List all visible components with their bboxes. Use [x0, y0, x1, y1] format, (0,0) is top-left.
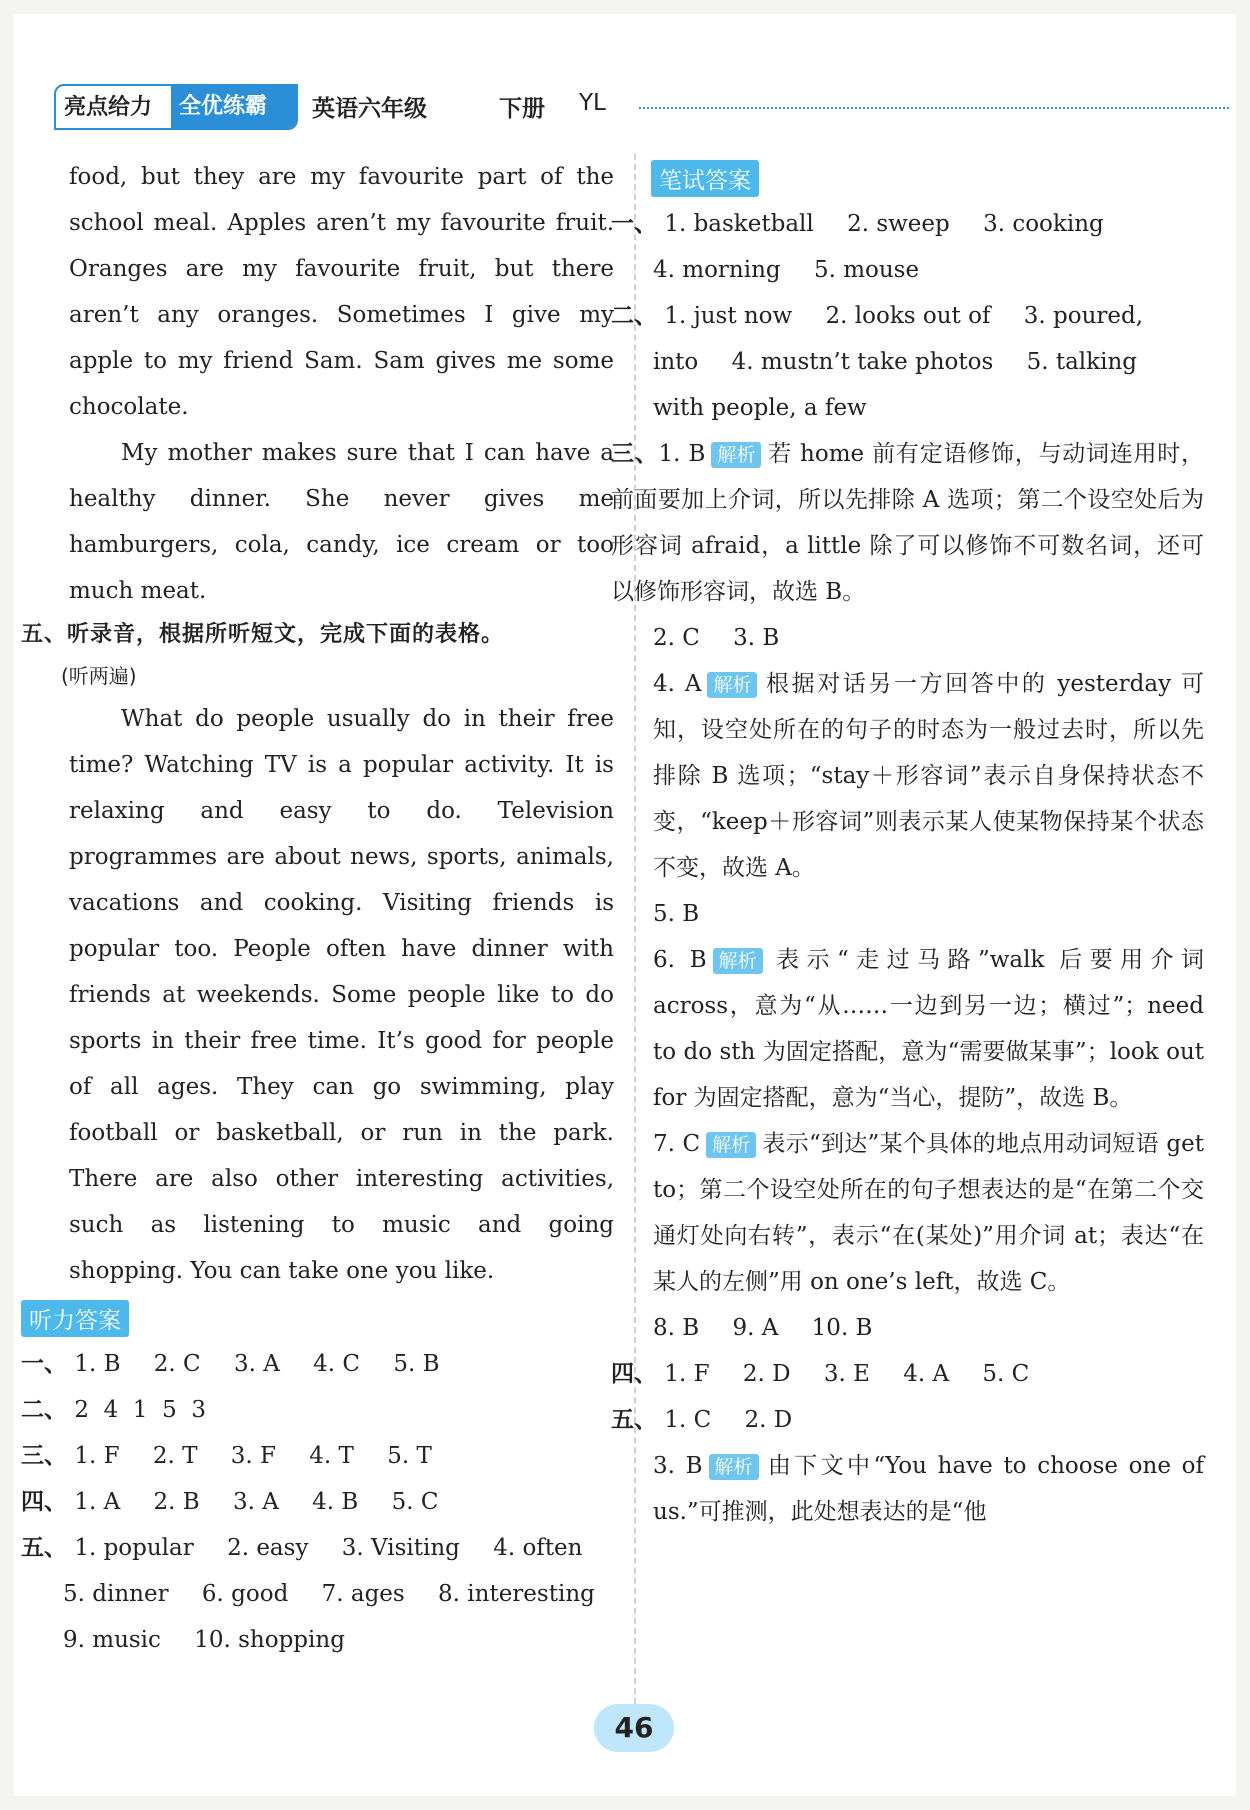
answer-item: 3. E [823, 1361, 870, 1387]
answer-item: 2. T [152, 1443, 198, 1469]
answer-item: 3. F [230, 1443, 276, 1469]
answer-item: 1. F [664, 1361, 710, 1387]
transcript-paragraph-1: food, but they are my favourite part of the school meal. Apples aren’t my favourite fruit. Oranges are my favourite fruit, but there aren’t any oranges. Sometimes I give my apple to my friend Sam. Sam gives me some chocolate. [69, 164, 614, 420]
answer-item: 2. sweep [847, 211, 950, 237]
answer-item: 5. dinner [63, 1581, 169, 1607]
answer-item: 6. good [201, 1581, 289, 1607]
written-row-3-2-3 [611, 615, 1204, 661]
page-number: 46 [594, 1704, 674, 1752]
answer-item: 2. easy [227, 1535, 309, 1561]
transcript-paragraph-3: What do people usually do in their free time? Watching TV is a popular activity. It is relaxing and easy to do. Television programmes are about news, sports, animals, vacations and cooking. Visiting friends is popular too. People often have dinner with friends at weekends. Some people like to do sports in their free time. It’s good for people of all ages. They can go swimming, play football or basketball, or run in the park. There are also other interesting activities, such as listening to music and going shopping. You can take one you like. [69, 706, 614, 1284]
section-5-heading: 五、听录音，根据所听短文，完成下面的表格。 [21, 622, 505, 647]
row-prefix: 一、 [611, 211, 657, 237]
answer-item: 8. B [653, 1315, 700, 1341]
listening-row-4 [21, 1479, 614, 1525]
row-prefix: 四、 [21, 1489, 67, 1515]
answer-item: 4. T [309, 1443, 354, 1469]
answer-item: 1. B [74, 1351, 121, 1377]
page-header [54, 84, 1214, 136]
answer-item: 9. A [732, 1315, 779, 1341]
answer-item: 10. shopping [194, 1627, 345, 1653]
answer-item: 3. A [233, 1351, 280, 1377]
answer-item: 3. B [653, 1453, 703, 1479]
analysis-text: 若 home 前有定语修饰，与动词连用时，前面要加上介词，所以先排除 A 选项；第二个设空处后为形容词 afraid，a little 除了可以修饰不可数名词，还可以修饰形容词，故选 B。 [611, 441, 1204, 605]
written-row-5 [611, 1397, 1204, 1443]
brand-logo [54, 84, 298, 130]
answer-item: 4. A [653, 671, 702, 697]
explanation-3-4 [611, 661, 1204, 891]
listening-row-1 [21, 1341, 614, 1387]
listening-answers [21, 1341, 614, 1663]
answer-item: 1. basketball [664, 211, 814, 237]
answer-item: 6. B [653, 947, 707, 973]
transcript-paragraph-2: My mother makes sure that I can have a healthy dinner. She never gives me hamburgers, cola, candy, ice cream or too much meat. [69, 440, 614, 604]
left-column [21, 154, 614, 1663]
listening-row-5c [21, 1617, 614, 1663]
answer-item: 5. talking [1026, 349, 1137, 375]
header-rule [639, 107, 1229, 109]
analysis-text: 由下文中“You have to choose one of us.”可推测，此处想表达的是“他 [653, 1453, 1204, 1525]
listening-row-2 [21, 1387, 614, 1433]
book-title: 英语六年级 [312, 96, 427, 122]
written-row-4 [611, 1351, 1204, 1397]
page [14, 14, 1236, 1796]
answer-item: 4. A [903, 1361, 950, 1387]
written-row-1b [611, 247, 1204, 293]
answer-item: 3. A [232, 1489, 279, 1515]
answer-item: 9. music [63, 1627, 161, 1653]
answer-item: 1. popular [74, 1535, 194, 1561]
answer-item: 2 4 1 5 3 [74, 1397, 206, 1423]
written-row-2 [611, 293, 1204, 339]
written-answers [611, 201, 1204, 1535]
answer-item: 4. B [312, 1489, 359, 1515]
explanation-3-6 [611, 937, 1204, 1121]
answer-item: 5. B [653, 901, 700, 927]
answer-item: 1. C [664, 1407, 712, 1433]
answer-item: 10. B [811, 1315, 873, 1341]
answer-item: 1. F [74, 1443, 120, 1469]
answer-item: with people, a few [653, 395, 867, 421]
explanation-3-1 [611, 431, 1204, 615]
answer-item: 3. poured, [1023, 303, 1144, 329]
answer-item: 1. A [74, 1489, 121, 1515]
listening-answers-tag: 听力答案 [21, 1300, 129, 1337]
answer-item: 3. cooking [983, 211, 1104, 237]
analysis-label: 解析 [706, 1132, 756, 1158]
answer-item: 2. B [153, 1489, 200, 1515]
analysis-label: 解析 [709, 1454, 759, 1480]
answer-item: 5. mouse [813, 257, 920, 283]
answer-item: 2. D [744, 1407, 793, 1433]
row-prefix: 三、 [611, 441, 659, 467]
answer-item: 2. C [653, 625, 700, 651]
explanation-3-7 [611, 1121, 1204, 1305]
row-prefix: 五、 [21, 1535, 67, 1561]
answer-item: 5. B [393, 1351, 440, 1377]
written-row-2c [611, 385, 1204, 431]
analysis-label: 解析 [707, 672, 757, 698]
answer-item: 2. looks out of [825, 303, 991, 329]
written-row-3-5 [611, 891, 1204, 937]
answer-item: 7. ages [321, 1581, 405, 1607]
analysis-text: 表示“走过马路”walk 后要用介词 across，意为“从……一边到另一边；横过”；need to do sth 为固定搭配，意为“需要做某事”；look out for 为固定搭配，意为“当心，提防”，故选 B。 [653, 947, 1204, 1111]
answer-item: 2. D [742, 1361, 791, 1387]
book-volume: 下册 [499, 96, 545, 122]
row-prefix: 一、 [21, 1351, 67, 1377]
analysis-text: 根据对话另一方回答中的 yesterday 可知，设空处所在的句子的时态为一般过去时，所以先排除 B 选项；“stay＋形容词”表示自身保持状态不变，“keep＋形容词”则表示某人使某物保持某个状态不变，故选 A。 [653, 671, 1204, 881]
right-column [611, 154, 1205, 1535]
row-prefix: 二、 [21, 1397, 67, 1423]
answer-item: 5. C [982, 1361, 1030, 1387]
analysis-label: 解析 [713, 948, 763, 974]
answer-item: 3. Visiting [341, 1535, 460, 1561]
row-prefix: 五、 [611, 1407, 657, 1433]
answer-item: 2. C [153, 1351, 201, 1377]
answer-item: 4. C [313, 1351, 361, 1377]
book-edition: YL [579, 90, 606, 116]
listening-row-5b [21, 1571, 614, 1617]
answer-item: 4. mustn’t take photos [731, 349, 994, 375]
row-prefix: 三、 [21, 1443, 67, 1469]
answer-item: 5. T [387, 1443, 432, 1469]
answer-item: 4. often [493, 1535, 583, 1561]
written-row-2b [611, 339, 1204, 385]
listening-row-5 [21, 1525, 614, 1571]
written-row-1 [611, 201, 1204, 247]
answer-item: 3. B [733, 625, 780, 651]
written-answers-tag: 笔试答案 [651, 160, 759, 197]
answer-item: 5. C [391, 1489, 439, 1515]
answer-item: 7. C [653, 1131, 701, 1157]
answer-item: into [653, 349, 699, 375]
brand-left-text: 亮点给力 [64, 95, 153, 120]
row-prefix: 二、 [611, 303, 657, 329]
analysis-label: 解析 [711, 442, 761, 468]
row-prefix: 四、 [611, 1361, 657, 1387]
analysis-text: 表示“到达”某个具体的地点用动词短语 get to；第二个设空处所在的句子想表达的是“在第二个交通灯处向右转”，表示“在(某处)”用介词 at；表达“在某人的左侧”用 on one’s left，故选 C。 [653, 1131, 1205, 1295]
answer-item: 4. morning [653, 257, 781, 283]
written-row-3-8-10 [611, 1305, 1204, 1351]
brand-right-text: 全优练霸 [171, 86, 298, 128]
explanation-5-3 [611, 1443, 1204, 1535]
answer-item: 1. B [658, 441, 706, 467]
answer-item: 8. interesting [438, 1581, 595, 1607]
listening-row-3 [21, 1433, 614, 1479]
section-5-subheading: (听两遍) [61, 664, 137, 688]
answer-item: 1. just now [664, 303, 793, 329]
